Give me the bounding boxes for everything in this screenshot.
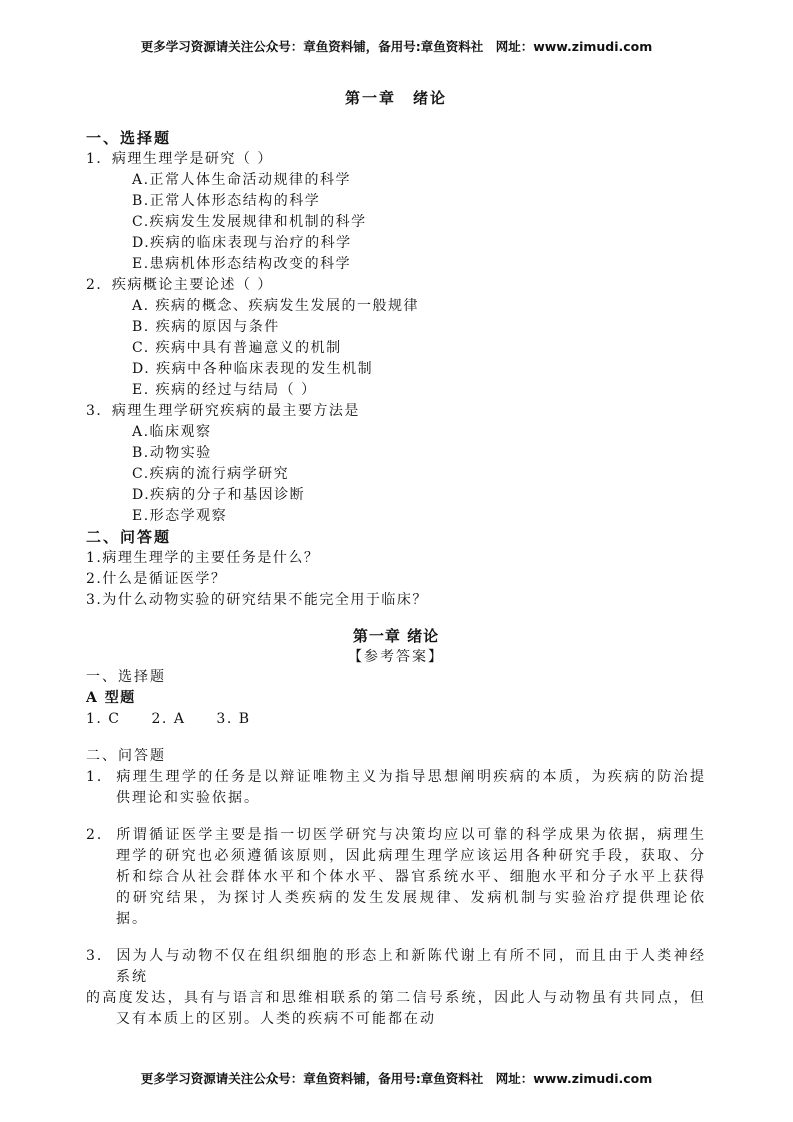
option-c: C.疾病的流行病学研究: [132, 466, 290, 482]
qa-item-3: 3.为什么动物实验的研究结果不能完全用于临床？: [86, 592, 428, 608]
question-3: [86, 401, 706, 527]
option-e: E. 疾病的经过与结局（ ）: [132, 382, 317, 398]
question-stem: 2．疾病概论主要论述（ ）: [86, 277, 273, 293]
page-footer: 更多学习资源请关注公众号：章鱼资料铺，备用号:章鱼资料社 网址：www.zimudi.com: [140, 1071, 653, 1086]
option-c: C. 疾病中具有普遍意义的机制: [132, 340, 342, 356]
question-2: [86, 275, 706, 401]
qa-item-1: 1.病理生理学的主要任务是什么？: [86, 550, 320, 566]
spacer: [86, 809, 706, 825]
question-stem: 1．病理生理学是研究（ ）: [86, 151, 273, 167]
answer-text: 病理生理学的任务是以辩证唯物主义为指导思想阐明疾病的本质，为疾病的防治提供理论和实验依据。: [116, 769, 706, 806]
option-d: D. 疾病中各种临床表现的发生机制: [132, 361, 374, 377]
answers-choice-list: 1. C 2. A 3. B: [86, 711, 251, 727]
qa-item-2: 2.什么是循证医学？: [86, 571, 227, 587]
option-e: E.患病机体形态结构改变的科学: [132, 256, 352, 272]
option-a: A. 疾病的概念、疾病发生发展的一般规律: [132, 298, 420, 314]
answer-number: 3．: [86, 948, 113, 964]
option-b: B.动物实验: [132, 445, 212, 461]
option-b: B. 疾病的原因与条件: [132, 319, 280, 335]
answers-type-label: A 型题: [86, 690, 136, 706]
spacer: [86, 930, 706, 946]
chapter-title: 第一章 绪论: [344, 89, 447, 107]
option-e: E.形态学观察: [132, 508, 228, 524]
answer-text: 所谓循证医学主要是指一切医学研究与决策均应以可靠的科学成果为依据，病理生理学的研究也必须遵循该原则，因此病理生理学应该运用各种研究手段，获取、分析和综合从社会群体水平和个体水平、器官系统水平、细胞水平和分子水平上获得的研究结果，为探讨人类疾病的发生发展规律、发病机制与实验治疗提供理论依据。: [116, 827, 706, 927]
answer-number: 1．: [86, 769, 113, 785]
option-d: D.疾病的临床表现与治疗的科学: [132, 235, 352, 251]
answers-subtitle: 【参考答案】: [348, 649, 444, 665]
question-stem: 3．病理生理学研究疾病的最主要方法是: [86, 403, 360, 419]
answers-qa-title: 二、问答题: [86, 748, 166, 764]
answers-title: 第一章 绪论: [352, 627, 440, 645]
option-b: B.正常人体形态结构的科学: [132, 193, 321, 209]
answer-text: 因为人与动物不仅在组织细胞的形态上和新陈代谢上有所不同，而且由于人类神经系统: [116, 948, 706, 985]
answer-number: 2．: [86, 827, 113, 843]
spacer: [86, 730, 706, 746]
answer-paragraph-1: [86, 767, 706, 809]
page-content: [86, 86, 706, 1030]
option-a: A.临床观察: [132, 424, 212, 440]
answer-paragraph-2: [86, 825, 706, 930]
question-1: [86, 149, 706, 275]
section-choice-title: 一、选择题: [86, 129, 172, 147]
option-d: D.疾病的分子和基因诊断: [132, 487, 306, 503]
page-header: 更多学习资源请关注公众号：章鱼资料铺，备用号:章鱼资料社 网址：www.zimudi.com: [140, 39, 653, 54]
section-qa-title: 二、问答题: [86, 528, 172, 546]
option-c: C.疾病发生发展规律和机制的科学: [132, 214, 367, 230]
answer-text-continued: 的高度发达，具有与语言和思维相联系的第二信号系统，因此人与动物虽有共同点，但又有本质上的区别。人类的疾病不可能都在动: [86, 990, 706, 1027]
answer-paragraph-3: [86, 946, 706, 1030]
answers-choice-title: 一、选择题: [86, 669, 166, 685]
option-a: A.正常人体生命活动规律的科学: [132, 172, 352, 188]
